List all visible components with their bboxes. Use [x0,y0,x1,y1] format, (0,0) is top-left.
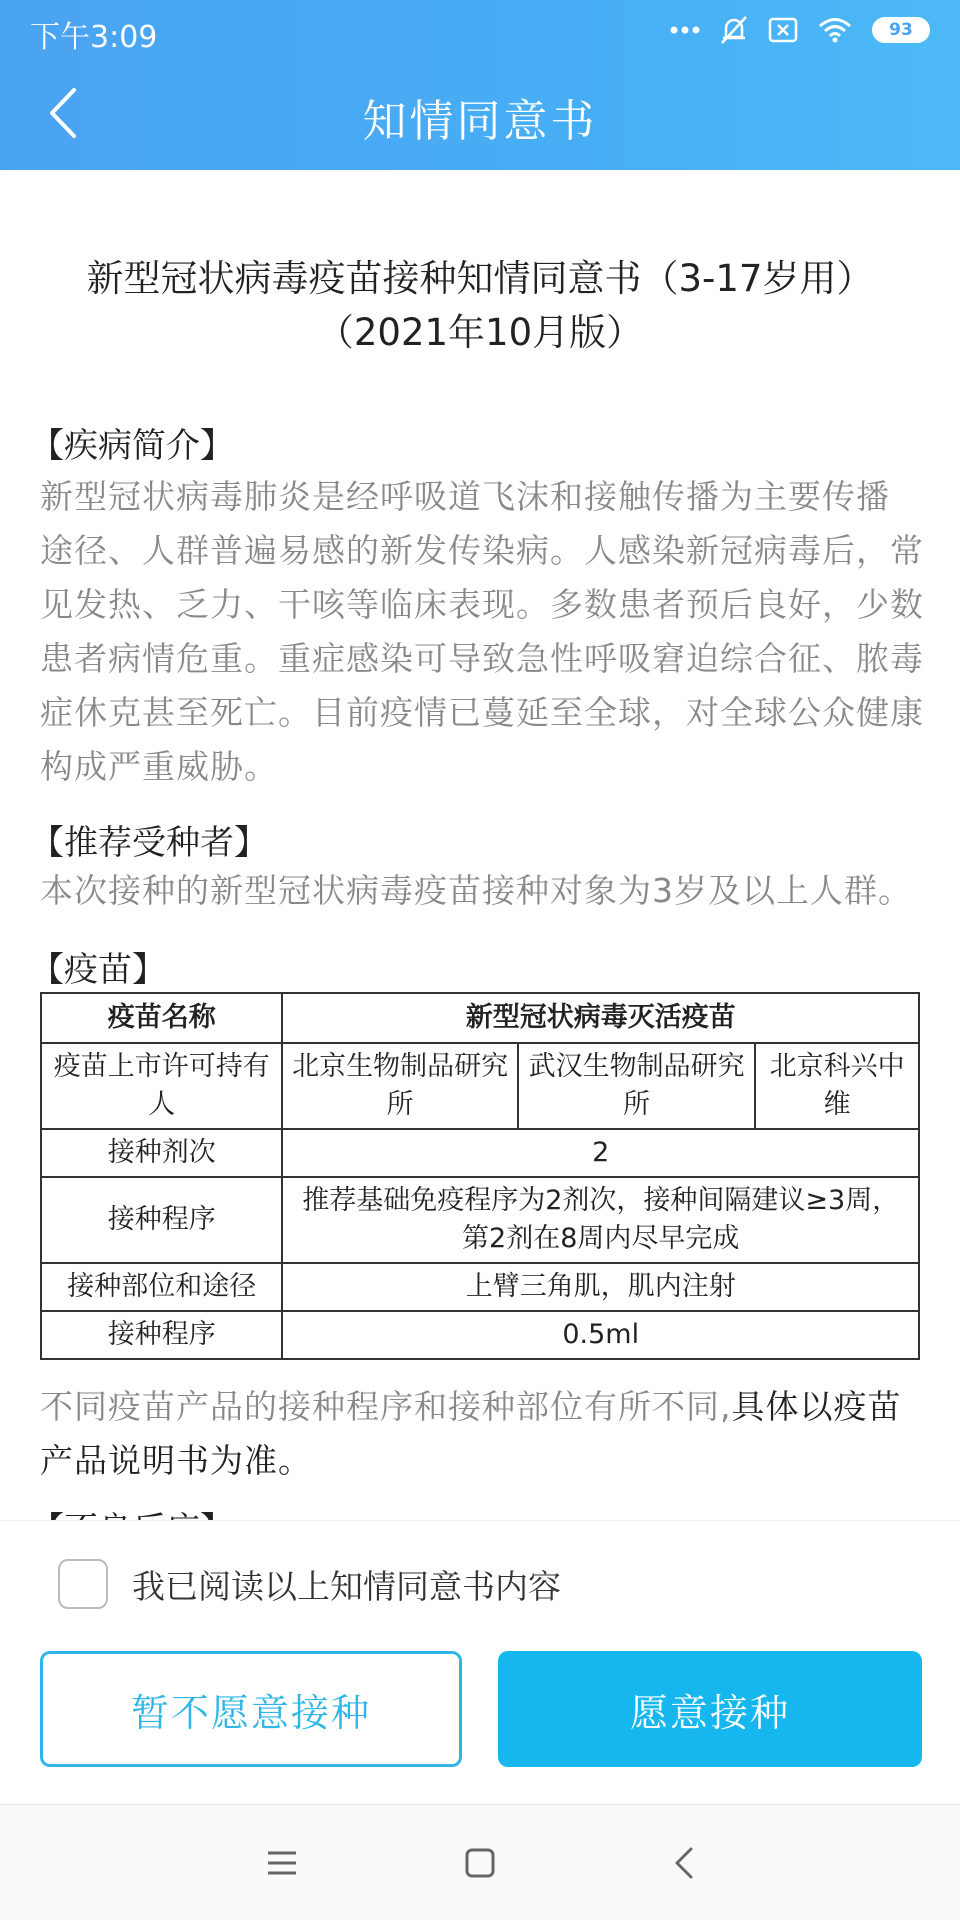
home-square-icon [464,1847,496,1879]
table-cell: 接种程序 [41,1311,282,1359]
document-title [0,252,960,360]
back-chevron-icon [673,1846,695,1880]
table-cell: 上臂三角肌，肌内注射 [282,1263,919,1311]
system-back-button[interactable] [664,1843,704,1883]
table-row [41,1177,919,1263]
table-cell: 武汉生物制品研究所 [518,1043,755,1129]
disease-line: 构成严重威胁。 [40,747,278,786]
system-nav-bar [0,1804,960,1920]
page-title: 知情同意书 [362,96,598,147]
disease-paragraph [40,470,930,794]
accept-button[interactable]: 愿意接种 [498,1651,922,1767]
disease-line: 途径、人群普遍易感的新发传染病。人感染新冠病毒后，常 [40,531,924,570]
disease-line: 见发热、乏力、干咳等临床表现。多数患者预后良好，少数 [40,585,924,624]
table-row [41,1129,919,1177]
status-bar [0,0,960,60]
table-row [41,1311,919,1359]
battery-icon: 93 [872,17,930,43]
vaccine-table [40,992,920,1360]
menu-button[interactable] [262,1843,302,1883]
wifi-icon [818,17,852,43]
section-heading-disease: 【疾病简介】 [30,426,234,466]
table-cell: 疫苗上市许可持有人 [41,1043,282,1129]
disease-line: 患者病情危重。重症感染可导致急性呼吸窘迫综合征、脓毒 [40,639,924,678]
mute-bell-icon [720,15,748,45]
section-heading-recommended: 【推荐受种者】 [30,823,268,863]
table-cell: 疫苗名称 [41,993,282,1043]
table-cell: 接种剂次 [41,1129,282,1177]
decline-button[interactable]: 暂不愿意接种 [40,1651,462,1767]
menu-icon [266,1849,298,1877]
section-heading-vaccine: 【疫苗】 [30,950,166,990]
document-title-line2: （2021年10月版） [316,311,644,354]
table-cell: 0.5ml [282,1311,919,1359]
table-cell: 2 [282,1129,919,1177]
home-button[interactable] [460,1843,500,1883]
consent-panel [0,1520,960,1804]
dots-icon [670,25,700,35]
agree-checkbox[interactable] [58,1559,108,1609]
table-cell: 推荐基础免疫程序为2剂次，接种间隔建议≥3周，第2剂在8周内尽早完成 [282,1177,919,1263]
document-title-line1: 新型冠状病毒疫苗接种知情同意书（3-17岁用） [86,257,874,300]
vaccine-note-gray: 不同疫苗产品的接种程序和接种部位有所不同, [40,1387,732,1426]
table-row [41,993,919,1043]
table-cell: 接种程序 [41,1177,282,1263]
vaccine-note-dark: 具体以疫苗产品说明书为准。 [40,1387,902,1480]
status-icons [670,14,930,46]
nav-bar [0,60,960,170]
table-row [41,1263,919,1311]
table-cell: 北京科兴中维 [755,1043,919,1129]
agree-checkbox-label[interactable]: 我已阅读以上知情同意书内容 [132,1566,561,1606]
table-row [41,1043,919,1129]
table-cell: 北京生物制品研究所 [282,1043,517,1129]
agree-checkbox-row[interactable] [58,1559,561,1609]
table-cell: 新型冠状病毒灭活疫苗 [282,993,919,1043]
recommended-paragraph: 本次接种的新型冠状病毒疫苗接种对象为3岁及以上人群。 [40,871,912,910]
top-bar [0,0,960,170]
consent-document[interactable] [0,170,960,1520]
vaccine-note [40,1380,930,1488]
table-cell: 接种部位和途径 [41,1263,282,1311]
disease-line: 症休克甚至死亡。目前疫情已蔓延至全球，对全球公众健康 [40,693,924,732]
notification-x-icon [768,17,798,43]
status-time: 下午3:09 [30,20,158,55]
disease-line: 新型冠状病毒肺炎是经呼吸道飞沫和接触传播为主要传播 [40,477,890,516]
